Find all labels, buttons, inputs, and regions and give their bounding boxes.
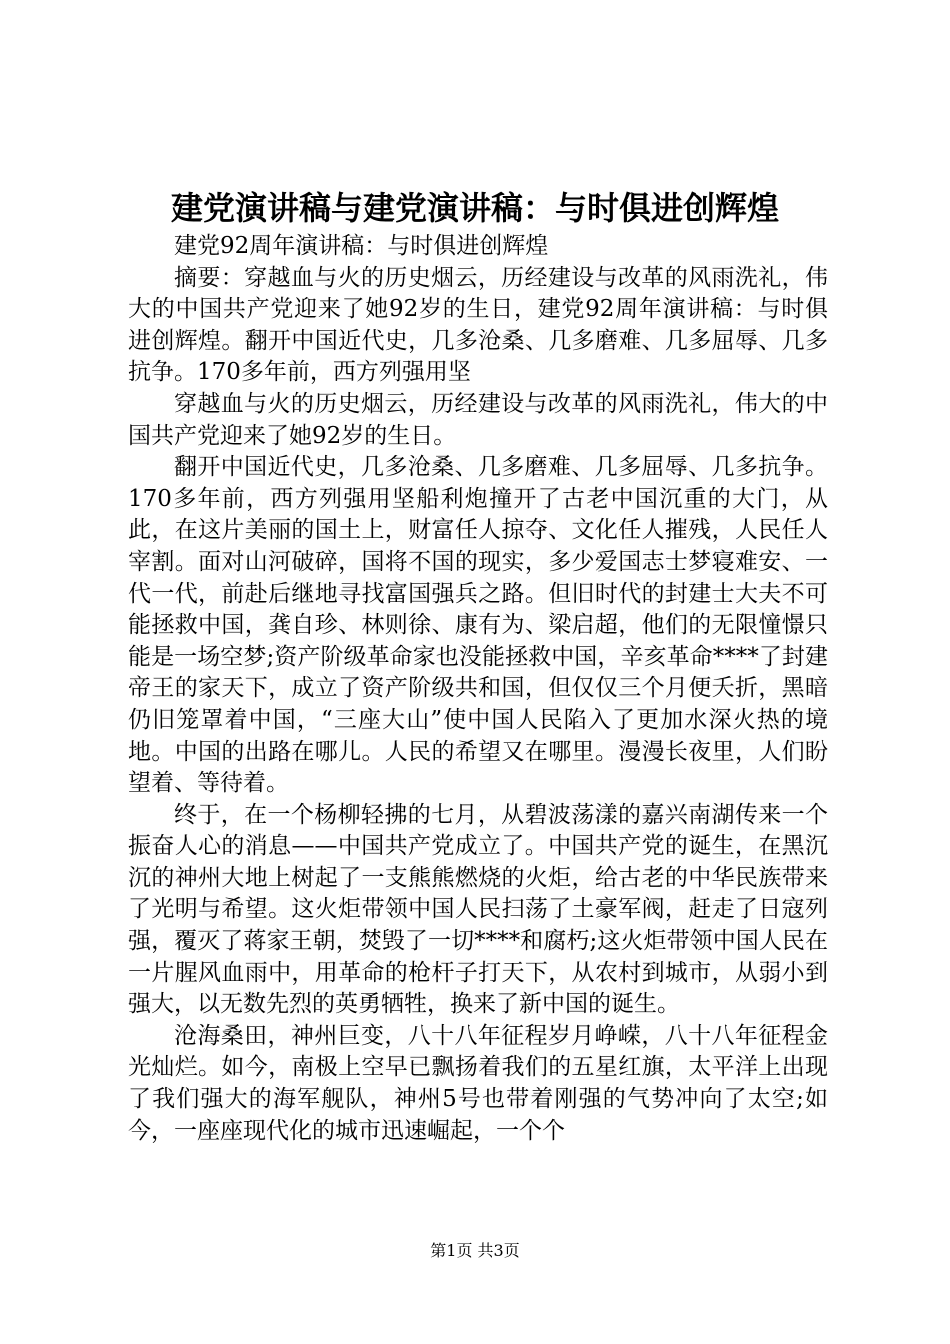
- document-body: [128, 231, 828, 1147]
- document-title: 建党演讲稿与建党演讲稿：与时俱进创辉煌: [170, 189, 779, 227]
- paragraph: 穿越血与火的历史烟云，历经建设与改革的风雨洗礼，伟大的中国共产党迎来了她92岁的生日。: [128, 390, 828, 449]
- paragraph-subtitle: 建党92周年演讲稿：与时俱进创辉煌: [174, 233, 549, 259]
- paragraph: 沧海桑田，神州巨变，八十八年征程岁月峥嵘，八十八年征程金光灿烂。如今，南极上空早已飘扬着我们的五星红旗，太平洋上出现了我们强大的海军舰队，神州5号也带着刚强的气势冲向了太空;如今，一座座现代化的城市迅速崛起，一个个: [128, 1022, 828, 1144]
- paragraph: 终于，在一个杨柳轻拂的七月，从碧波荡漾的嘉兴南湖传来一个振奋人心的消息——中国共产党成立了。中国共产党的诞生，在黑沉沉的神州大地上树起了一支熊熊燃烧的火炬，给古老的中华民族带来了光明与希望。这火炬带领中国人民扫荡了土豪军阀，赶走了日寇列强，覆灭了蒋家王朝，焚毁了一切****和腐朽;这火炬带领中国人民在一片腥风血雨中，用革命的枪杆子打天下，从农村到城市，从弱小到强大，以无数先烈的英勇牺牲，换来了新中国的诞生。: [128, 801, 828, 1018]
- paragraph-abstract: 摘要：穿越血与火的历史烟云，历经建设与改革的风雨洗礼，伟大的中国共产党迎来了她92岁的生日，建党92周年演讲稿：与时俱进创辉煌。翻开中国近代史，几多沧桑、几多磨难、几多屈辱、几多抗争。170多年前，西方列强用坚: [128, 264, 828, 386]
- paragraph: 翻开中国近代史，几多沧桑、几多磨难、几多屈辱、几多抗争。170多年前，西方列强用坚船利炮撞开了古老中国沉重的大门，从此，在这片美丽的国土上，财富任人掠夺、文化任人摧残，人民任人宰割。面对山河破碎，国将不国的现实，多少爱国志士梦寝难安、一代一代，前赴后继地寻找富国强兵之路。但旧时代的封建士大夫不可能拯救中国，龚自珍、林则徐、康有为、梁启超，他们的无限憧憬只能是一场空梦;资产阶级革命家也没能拯救中国，辛亥革命****了封建帝王的家天下，成立了资产阶级共和国，但仅仅三个月便夭折，黑暗仍旧笼罩着中国，“三座大山”使中国人民陷入了更加水深火热的境地。中国的出路在哪儿。人民的希望又在哪里。漫漫长夜里，人们盼望着、等待着。: [128, 454, 828, 797]
- page-number-footer: 第1页 共3页: [430, 1241, 520, 1260]
